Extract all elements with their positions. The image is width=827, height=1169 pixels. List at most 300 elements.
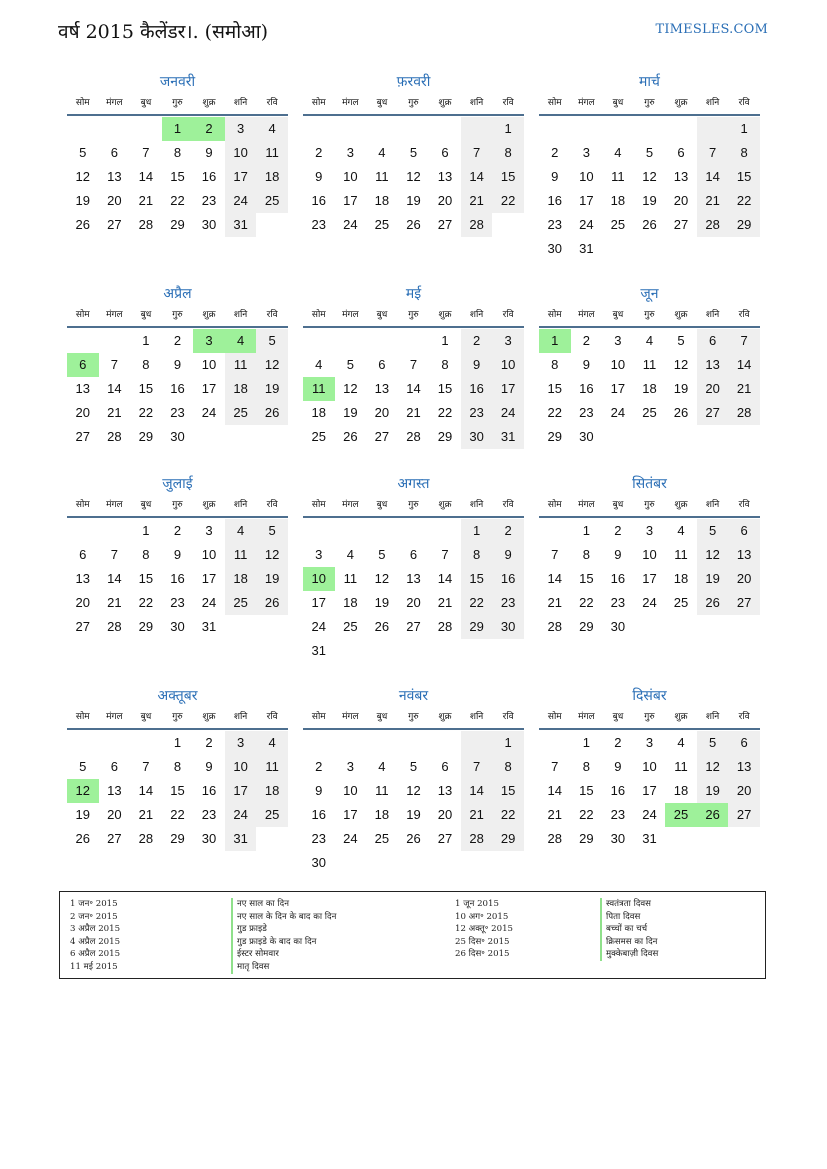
day-cell: 25 [665,803,697,827]
day-cell: 3 [315,547,323,562]
empty-cell [602,237,634,261]
empty-cell [429,117,461,141]
day-cell: 4 [677,523,685,538]
day-cell: 15 [461,567,493,591]
day-cell: 11 [375,169,389,184]
day-cell: 28 [728,401,760,425]
weekday-label: रवि [738,500,750,510]
day-cell: 19 [673,381,689,396]
month-block [303,284,524,449]
day-cell: 16 [311,193,327,208]
day-cell: 18 [311,405,327,420]
empty-cell [193,425,225,449]
empty-cell [571,117,603,141]
day-cell: 24 [492,401,524,425]
day-cell: 21 [107,595,122,610]
day-cell: 21 [406,405,421,420]
holiday-entry: गुड फ्राइडे [231,923,336,936]
day-cell: 16 [547,193,563,208]
day-grid [303,731,524,875]
day-cell: 10 [201,547,217,562]
day-cell: 21 [547,807,563,822]
day-cell: 15 [492,779,524,803]
weekday-label: बुध [140,98,152,108]
day-cell: 29 [547,429,563,444]
day-cell: 22 [138,405,154,420]
day-cell: 1 [461,519,493,543]
day-cell: 7 [551,759,559,774]
day-cell: 23 [201,193,217,208]
day-cell: 30 [311,855,327,870]
day-cell: 3 [225,731,257,755]
month-name: सितंबर [632,476,667,492]
day-cell: 16 [610,783,626,798]
day-cell: 5 [79,759,87,774]
day-cell: 30 [610,619,626,634]
weekday-label: गुरु [408,310,419,320]
weekday-label: शनि [469,712,484,722]
weekday-label: सोम [547,310,562,320]
day-cell: 15 [547,381,563,396]
day-grid [539,329,760,449]
day-cell: 16 [579,381,594,396]
weekday-label: सोम [311,500,326,510]
day-cell: 26 [256,401,288,425]
weekday-label: मंगल [106,310,123,320]
day-cell: 12 [256,353,288,377]
day-cell: 22 [492,189,524,213]
day-cell: 20 [75,405,91,420]
day-cell: 15 [170,169,185,184]
day-cell: 1 [582,735,590,750]
day-cell: 8 [492,141,524,165]
day-cell: 29 [138,429,154,444]
weekday-label: शुक्र [674,310,688,320]
weekday-label: शनि [469,98,484,108]
day-cell: 27 [75,429,91,444]
day-cell: 24 [343,831,358,846]
day-cell: 3 [346,145,354,160]
day-cell: 19 [406,807,421,822]
day-cell: 7 [551,547,559,562]
day-cell: 24 [610,405,626,420]
day-cell: 18 [225,377,257,401]
month-block [303,72,524,237]
day-cell: 4 [614,145,622,160]
weekday-label: शनि [233,500,248,510]
day-cell: 9 [551,169,559,184]
day-cell: 14 [728,353,760,377]
day-cell: 12 [697,543,729,567]
empty-cell [429,639,461,663]
empty-cell [256,615,288,639]
day-cell: 3 [645,735,654,750]
weekday-label: गुरु [172,310,183,320]
day-cell: 2 [173,523,182,538]
day-cell: 28 [547,619,563,634]
day-cell: 11 [225,543,257,567]
weekday-label: मंगल [342,712,359,722]
day-cell: 12 [75,169,91,184]
day-cell: 11 [343,571,358,586]
weekday-label: गुरु [408,712,419,722]
day-cell: 7 [697,141,729,165]
weekday-label: सोम [75,98,90,108]
empty-cell [697,237,729,261]
empty-cell [398,117,430,141]
day-cell: 20 [374,405,390,420]
month-name: अक्तूबर [157,688,198,704]
day-cell: 22 [547,405,563,420]
weekday-label: बुध [612,500,624,510]
empty-cell [130,731,162,755]
day-cell: 1 [142,523,150,538]
holiday-entry: 26 दिस॰ 2015 [455,949,510,960]
day-cell: 14 [547,571,563,586]
day-grid [303,117,524,237]
day-cell: 8 [728,141,760,165]
day-cell: 27 [75,619,91,634]
holiday-list [59,891,766,979]
day-cell: 18 [256,779,288,803]
day-cell: 1 [582,523,590,538]
day-cell: 3 [582,145,590,160]
month-block [67,686,288,851]
day-cell: 14 [138,169,154,184]
empty-cell [398,639,430,663]
day-cell: 2 [193,117,225,141]
day-cell: 2 [205,735,213,750]
empty-cell [492,851,524,875]
weekday-label: सोम [75,310,90,320]
site-link[interactable]: TIMESLES.COM [655,22,768,37]
day-cell: 8 [441,357,449,372]
day-cell: 10 [492,353,524,377]
day-cell: 26 [75,831,91,846]
month-name: अगस्त [397,476,430,492]
day-cell: 17 [642,783,657,798]
day-cell: 10 [579,169,594,184]
weekday-label: गुरु [172,98,183,108]
day-cell: 23 [579,405,594,420]
empty-cell [602,425,634,449]
day-cell: 15 [579,783,594,798]
empty-cell [697,425,729,449]
day-cell: 5 [645,145,654,160]
weekday-label: रवि [266,98,278,108]
day-cell: 14 [107,381,122,396]
day-cell: 5 [256,519,288,543]
day-cell: 31 [579,241,594,256]
month-name: अप्रैल [163,286,192,302]
empty-cell [697,827,729,851]
holiday-entry: मातृ दिवस [231,961,336,974]
day-cell: 3 [492,329,524,353]
day-cell: 25 [225,591,257,615]
weekday-label: बुध [376,712,388,722]
day-cell: 28 [138,217,154,232]
weekday-label: मंगल [342,500,359,510]
day-cell: 17 [225,779,257,803]
day-cell: 27 [107,217,122,232]
day-cell: 4 [677,735,685,750]
weekday-label: रवि [738,310,750,320]
day-cell: 25 [374,831,390,846]
day-cell: 20 [75,595,91,610]
day-cell: 27 [374,429,390,444]
day-cell: 18 [225,567,257,591]
day-cell: 10 [642,759,657,774]
empty-cell [602,117,634,141]
day-cell: 2 [461,329,493,353]
month-block [303,474,524,663]
month-name: मई [405,286,422,302]
month-block [67,474,288,639]
weekday-label: मंगल [106,98,123,108]
day-cell: 25 [673,595,689,610]
empty-cell [728,425,760,449]
empty-cell [303,731,335,755]
empty-cell [665,117,697,141]
day-cell: 18 [673,783,689,798]
holiday-entry: 11 मई 2015 [70,961,118,972]
day-cell: 27 [437,831,453,846]
holiday-entry: गुड फ्राइडे के बाद का दिन [231,936,336,949]
empty-cell [539,731,571,755]
empty-cell [130,117,162,141]
day-cell: 23 [610,595,626,610]
day-cell: 6 [378,357,386,372]
weekday-header [539,304,760,328]
day-cell: 7 [409,357,418,372]
day-cell: 7 [441,547,449,562]
day-cell: 21 [138,193,154,208]
day-cell: 26 [642,217,657,232]
day-cell: 21 [107,405,122,420]
day-cell: 2 [551,145,559,160]
empty-cell [366,639,398,663]
empty-cell [665,425,697,449]
day-cell: 13 [673,169,689,184]
empty-cell [697,615,729,639]
day-cell: 29 [579,619,594,634]
month-block [539,474,760,639]
day-cell: 14 [697,165,729,189]
day-cell: 24 [579,217,594,232]
day-cell: 19 [75,193,91,208]
weekday-header [67,706,288,730]
empty-cell [728,827,760,851]
day-cell: 9 [205,759,213,774]
day-cell: 29 [579,831,594,846]
weekday-label: बुध [376,310,388,320]
day-cell: 16 [201,783,217,798]
day-cell: 10 [225,755,257,779]
weekday-label: रवि [266,500,278,510]
day-cell: 9 [173,357,182,372]
day-cell: 16 [461,377,493,401]
day-cell: 6 [110,145,118,160]
weekday-label: सोम [75,712,90,722]
day-cell: 29 [728,213,760,237]
day-cell: 1 [173,735,182,750]
holiday-entry: 1 जून 2015 [455,899,499,909]
holiday-entry: 2 जन॰ 2015 [70,911,118,922]
empty-cell [492,213,524,237]
holiday-entry: 4 अप्रैल 2015 [70,936,121,947]
day-cell: 28 [437,619,453,634]
empty-cell [461,117,493,141]
weekday-label: रवि [738,98,750,108]
weekday-label: मंगल [578,712,595,722]
day-cell: 22 [579,807,594,822]
day-cell: 17 [201,381,217,396]
day-cell: 5 [409,145,418,160]
day-cell: 23 [170,595,185,610]
day-cell: 21 [437,595,453,610]
day-cell: 16 [492,567,524,591]
day-cell: 25 [225,401,257,425]
day-cell: 12 [697,755,729,779]
day-cell: 29 [170,217,185,232]
day-cell: 26 [406,217,421,232]
weekday-label: शुक्र [438,98,452,108]
day-cell: 9 [205,145,213,160]
day-cell: 5 [256,329,288,353]
empty-cell [634,615,666,639]
day-cell: 23 [170,405,185,420]
empty-cell [335,851,367,875]
day-cell: 19 [374,595,390,610]
day-cell: 8 [582,759,590,774]
empty-cell [366,519,398,543]
day-cell: 20 [437,807,453,822]
day-cell: 19 [406,193,421,208]
month-name: फ़रवरी [396,74,431,90]
day-cell: 3 [614,333,622,348]
empty-cell [665,615,697,639]
month-name: जनवरी [159,74,196,90]
day-cell: 6 [697,329,729,353]
day-cell: 1 [441,333,449,348]
weekday-label: बुध [376,98,388,108]
day-grid [539,117,760,261]
empty-cell [67,731,99,755]
day-cell: 15 [138,381,154,396]
day-cell: 29 [170,831,185,846]
empty-cell [366,329,398,353]
day-cell: 24 [201,595,217,610]
day-cell: 7 [728,329,760,353]
day-cell: 25 [256,189,288,213]
empty-cell [256,827,288,851]
day-cell: 6 [728,519,760,543]
holiday-entry: 3 अप्रैल 2015 [70,924,121,935]
day-cell: 29 [461,615,493,639]
day-cell: 14 [461,165,493,189]
day-cell: 2 [315,145,323,160]
day-cell: 21 [138,807,154,822]
month-name: नवंबर [398,688,429,704]
day-cell: 10 [343,783,358,798]
empty-cell [67,519,99,543]
day-cell: 23 [311,217,327,232]
day-cell: 29 [492,827,524,851]
weekday-label: शुक्र [202,98,216,108]
day-cell: 12 [406,783,421,798]
day-cell: 14 [461,779,493,803]
day-cell: 10 [201,357,217,372]
day-cell: 8 [582,547,590,562]
day-cell: 12 [374,571,390,586]
day-cell: 28 [107,429,122,444]
day-cell: 7 [461,141,493,165]
weekday-label: बुध [140,712,152,722]
day-cell: 15 [170,783,185,798]
day-cell: 4 [346,547,354,562]
day-cell: 7 [110,357,118,372]
day-cell: 22 [579,595,594,610]
empty-cell [335,731,367,755]
month-block [539,686,760,851]
day-cell: 26 [343,429,358,444]
day-cell: 17 [311,595,327,610]
weekday-label: सोम [547,500,562,510]
day-cell: 31 [225,213,257,237]
day-cell: 23 [311,831,327,846]
day-cell: 31 [201,619,217,634]
day-cell: 20 [728,567,760,591]
day-cell: 2 [315,759,323,774]
weekday-label: गुरु [172,500,183,510]
weekday-label: शनि [469,310,484,320]
weekday-label: सोम [311,712,326,722]
month-block [67,284,288,449]
holiday-entry: 1 जन॰ 2015 [70,899,118,909]
day-cell: 8 [142,357,150,372]
weekday-label: गुरु [644,712,655,722]
day-cell: 9 [173,547,182,562]
day-cell: 11 [256,141,288,165]
empty-cell [256,213,288,237]
day-cell: 17 [642,571,657,586]
weekday-header [67,304,288,328]
day-cell: 23 [492,591,524,615]
weekday-label: बुध [140,500,152,510]
day-cell: 14 [437,571,453,586]
weekday-label: मंगल [578,98,595,108]
month-block [539,284,760,449]
day-cell: 9 [315,783,323,798]
day-cell: 2 [173,333,182,348]
day-cell: 28 [461,213,493,237]
day-cell: 22 [138,595,154,610]
day-cell: 11 [225,353,257,377]
weekday-label: गुरु [408,98,419,108]
holiday-dates-left [70,898,120,974]
day-cell: 1 [142,333,150,348]
weekday-label: बुध [376,500,388,510]
day-cell: 12 [343,381,358,396]
day-cell: 8 [492,755,524,779]
day-cell: 24 [225,189,257,213]
day-cell: 3 [205,523,213,538]
holiday-entry: 10 अग॰ 2015 [455,911,509,922]
day-cell: 5 [79,145,87,160]
day-cell: 1 [492,731,524,755]
empty-cell [728,237,760,261]
day-cell: 12 [642,169,657,184]
